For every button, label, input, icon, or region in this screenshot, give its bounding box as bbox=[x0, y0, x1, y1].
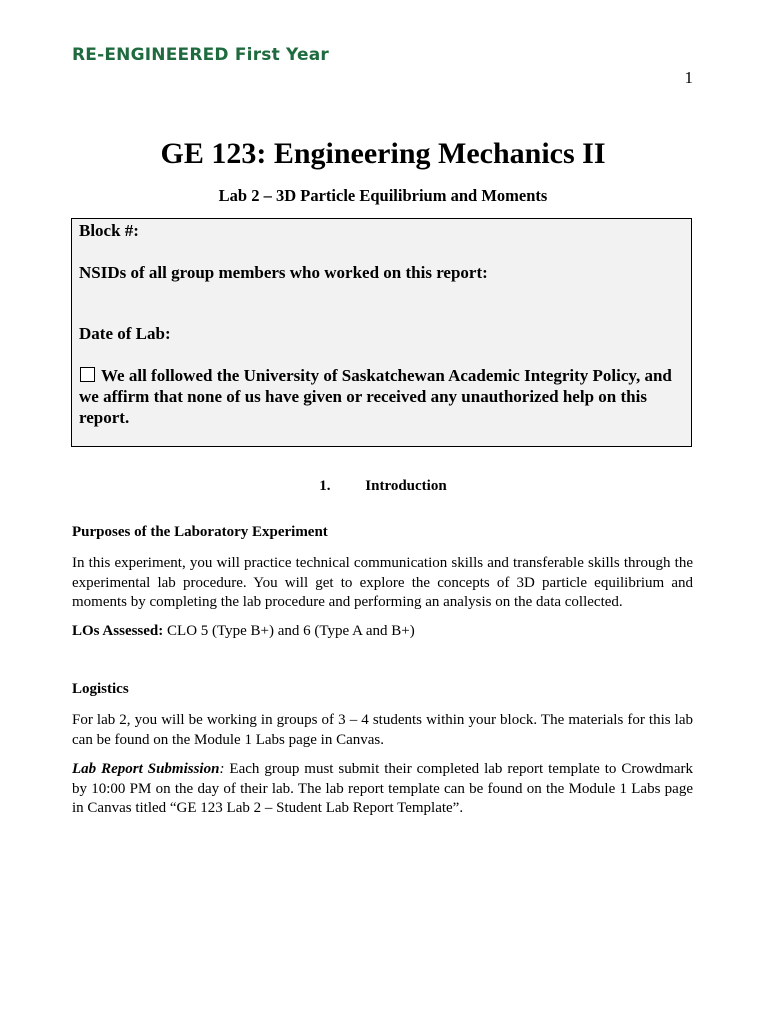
logistics-paragraph: For lab 2, you will be working in groups of 3 – 4 students within your block. The materials for this lab can be found on the Module 1 Labs page in Canvas. bbox=[72, 712, 693, 748]
los-assessed bbox=[72, 622, 693, 642]
document-subtitle: Lab 2 – 3D Particle Equilibrium and Moments bbox=[218, 186, 548, 205]
date-label: Date of Lab: bbox=[79, 324, 171, 343]
block-label: Block #: bbox=[79, 221, 139, 240]
submission-label: Lab Report Submission bbox=[72, 761, 220, 777]
los-text: CLO 5 (Type B+) and 6 (Type A and B+) bbox=[163, 623, 415, 639]
document-title: GE 123: Engineering Mechanics II bbox=[160, 137, 606, 170]
purposes-heading: Purposes of the Laboratory Experiment bbox=[72, 524, 328, 540]
section-title: Introduction bbox=[365, 478, 447, 494]
purposes-paragraph: In this experiment, you will practice technical communication skills and transferable skills through the experimental lab procedure. You will get to explore the concepts of 3D particle equilibrium and moments by completing the lab procedure and performing an analysis on the data collected. bbox=[72, 555, 693, 610]
submission-paragraph bbox=[72, 760, 693, 819]
submission-text: Each group must submit their completed lab report template to Crowdmark by 10:00 PM on the day of their lab. The lab report template can be found on the Module 1 Labs page in Canvas titled “GE 123 Lab 2 – Student Lab Report Template”. bbox=[72, 761, 693, 816]
section-heading-introduction bbox=[72, 478, 694, 495]
logistics-heading: Logistics bbox=[72, 681, 129, 697]
integrity-text: We all followed the University of Saskatchewan Academic Integrity Policy, and we affirm that none of us have given or received any unauthorized help on this report. bbox=[79, 366, 672, 427]
brand-header: RE-ENGINEERED First Year bbox=[72, 45, 329, 65]
section-number: 1. bbox=[319, 478, 331, 494]
integrity-checkbox[interactable] bbox=[80, 367, 95, 382]
page-number: 1 bbox=[684, 68, 693, 87]
info-box bbox=[71, 218, 692, 447]
nsids-label: NSIDs of all group members who worked on this report: bbox=[79, 263, 488, 282]
integrity-statement bbox=[79, 365, 679, 428]
submission-colon: : bbox=[219, 761, 225, 777]
los-label: LOs Assessed: bbox=[72, 623, 164, 639]
